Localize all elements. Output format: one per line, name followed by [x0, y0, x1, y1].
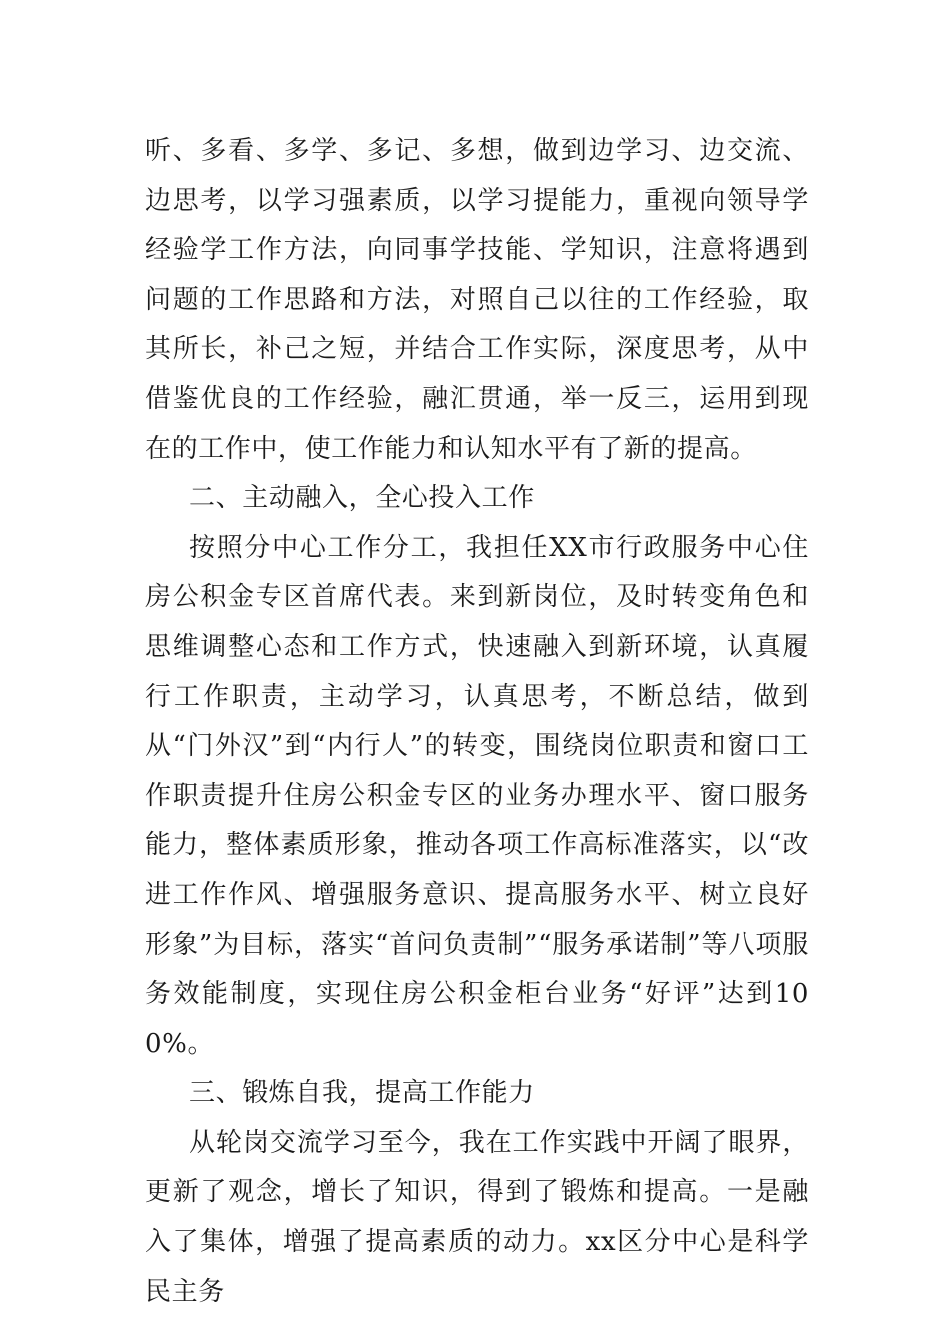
section-heading-two: 二、主动融入，全心投入工作 — [189, 483, 535, 514]
paragraph-continued: 听、多看、多学、多记、多想，做到边学习、边交流、边思考，以学习强素质，以学习提能力，重视向领导学经验学工作方法，向同事学技能、学知识，注意将遇到问题的工作思路和方法，对照自己以往的工作经验，取其所长，补己之短，并结合工作实际，深度思考，从中借鉴优良的工作经验，融汇贯通，举一反三，运用到现在的工作中，使工作能力和认知水平有了新的提高。 — [145, 136, 809, 464]
paragraph-section-two: 按照分中心工作分工，我担任XX市行政服务中心住房公积金专区首席代表。来到新岗位，及时转变角色和思维调整心态和工作方式，快速融入到新环境，认真履行工作职责，主动学习，认真思考，不断总结，做到从“门外汉”到“内行人”的转变，围绕岗位职责和窗口工作职责提升住房公积金专区的业务办理水平、窗口服务能力，整体素质形象，推动各项工作高标准落实，以“改进工作作风、增强服务意识、提高服务水平、树立良好形象”为目标，落实“首问负责制”“服务承诺制”等八项服务效能制度，实现住房公积金柜台业务“好评”达到100%。 — [145, 532, 809, 1059]
section-heading-three: 三、锻炼自我，提高工作能力 — [189, 1078, 535, 1109]
paragraph-section-three: 从轮岗交流学习至今，我在工作实践中开阔了眼界，更新了观念，增长了知识，得到了锻炼和提高。一是融入了集体，增强了提高素质的动力。xx区分中心是科学民主务 — [145, 1127, 809, 1307]
document-body — [145, 127, 809, 1317]
